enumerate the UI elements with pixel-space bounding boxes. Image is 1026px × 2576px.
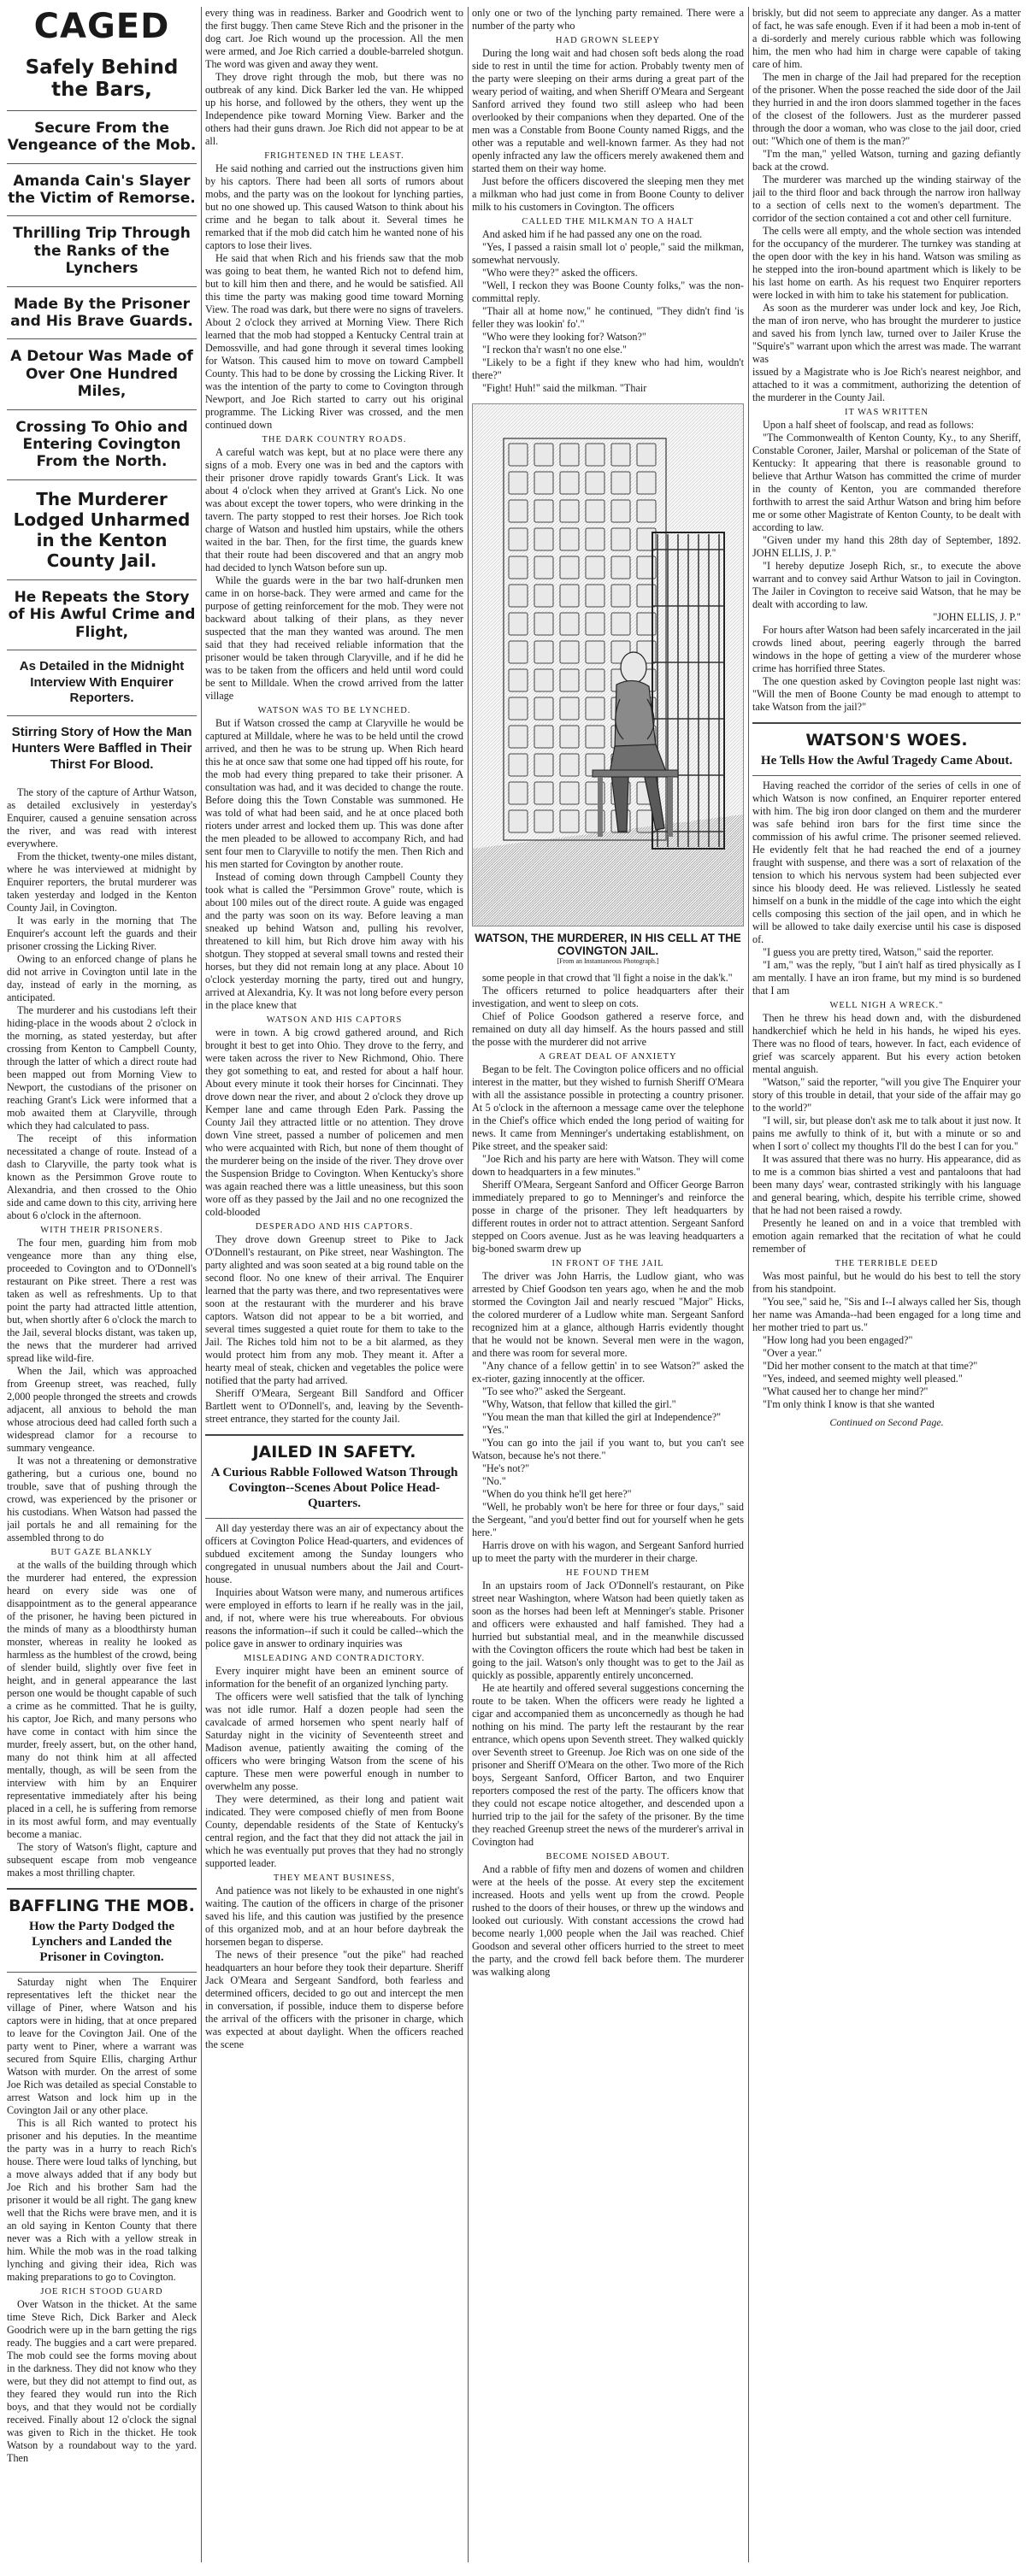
paragraph: briskly, but did not seem to appreciate any danger. As a matter of fact, he was safe enough. Even if it had been a mob in-tent of a di-sorderly and merely curious rabble which was following him, the men who had him in charge were capable of taking care of him. <box>752 7 1021 70</box>
paragraph: "JOHN ELLIS, J. P." <box>933 611 1021 623</box>
paragraph: It was not a threatening or demonstrative gathering, but a curious one, bound no trouble, save that of pushing through the crowd, was experienced by the prisoner or his custodians. When Watson had passed the jail portals he and all remaining for the assembled throng to do <box>7 1455 197 1544</box>
paragraph: Presently he leaned on and in a voice that trembled with emotion again remarked that the recitation of what he could remember of <box>752 1217 1021 1255</box>
paragraph: at the walls of the building through which the murderer had entered, the expression heard on every side was one of disappointment as to the general appearance of the prisoner, he having been pictured in the minds of many as a bloodthirsty human monster, whereas in reality he looked as harmless as the humblest of the crowd, being of slender build, slightly over five feet in height, and in general appearance the last person one would be thought capable of such a crime as he committed. That he is guilty, his captor, Joe Rich, and many persons who have come in contact with him since the murder, freely assert, but, on the other hand, many do not think him at all affected mentally, though, as will be seen from the interview with him by an Enquirer representative immediately after his being placed in a cell, he is suffering from remorse in its most awful form, and may eventually become a maniac. <box>7 1559 197 1841</box>
paragraph: Began to be felt. The Covington police officers and no official interest in the matter, but they wished to furnish Sheriff O'Meara with all the assistance possible in protecting a country prisoner. At 5 o'clock in the afternoon a message came over the telephone in the Chief's office which ended the long period of waiting for news. It came from Menninger's undertaking establishment, on Pike street, and the speaker said: <box>472 1063 744 1152</box>
cell-wall-panel <box>534 697 553 720</box>
paragraph: Saturday night when The Enquirer representatives left the thicket near the village of Piner, where Watson and his captors were in hiding, that at once prepared to leave for the Covington Jail. One of the party went to Piner, where a warrant was secured from Squire Ellis, charging Arthur Watson with murder. On the arrest of some Joe Rich was detailed as special Constable to arrest Watson and lock him up in the Covington Jail or any other place. <box>7 1976 197 2117</box>
paragraph: "I am," was the reply, "but I ain't half as tired physically as I am mentally. I have an iron frame, but my mind is so burdened that I am <box>752 959 1021 997</box>
paragraph: "Yes, indeed, and seemed mighty well pleased." <box>763 1373 963 1385</box>
cell-wall-panel <box>534 444 553 466</box>
subhead: MISLEADING AND CONTRADICTORY. <box>243 1654 426 1663</box>
cell-wall-panel <box>560 472 579 494</box>
paragraph: The officers returned to police headquarters after their investigation, and went to sleep on cots. <box>472 985 744 1009</box>
paragraph: "Over a year." <box>763 1347 823 1359</box>
section-deck: How the Party Dodged the Lynchers and Landed the Prisoner in Covington. <box>7 1915 197 1973</box>
paragraph: "Thair all at home now," he continued, "They didn't find 'is feller they was lookin' fo'." <box>472 305 744 330</box>
paragraph: In an upstairs room of Jack O'Donnell's restaurant, on Pike street near Washington, where Watson had been quietly taken as soon as the horses had been left at Menninger's stable. Prisoner and officers were exhausted and half famished. They had a hurried but substantial meal, and in the meanwhile discussed with the Covington officers the route which had best be taken in going to the jail. Watson's only thought was to get to the Jail as quickly as possible, apparently entirely unconcerned. <box>472 1579 744 1681</box>
cell-wall-panel <box>586 556 604 579</box>
paragraph: Inquiries about Watson were many, and numerous artifices were employed in efforts to learn if he really was in the jail, and, if not, where were his true whereabouts. For obvious reasons the information--if such it could be called--which the police gave in answer to ordinary inquiries was <box>205 1586 463 1650</box>
paragraph: "I guess you are pretty tired, Watson," said the reporter. <box>763 946 994 958</box>
paragraph: Every inquirer might have been an eminent source of information for the benefit of an organized lynching party. <box>205 1665 463 1690</box>
paragraph: were in town. A big crowd gathered around, and Rich brought it best to get into Ohio. They drove to the ferry, and were taken across the river to New Richmond, Ohio. There they got something to eat, and rested for about a half hour. About every minute it took their horses for Cincinnati. They drove down near the river, and about 2 o'clock they drove up Kemper lane and came through Eden Park. Passing the County Jail they attracted little or no attention. They drove down Vine street, passed a number of policemen and men who were acquainted with Rich, but none of them thought of the murderer being on the inside of the river. They drove over the Suspension Bridge to Covington. When Kentucky's shore was again reached there was a little uneasiness, but this soon wore off as they passed by the Jail and no one recognized the cold-blooded <box>205 1026 463 1218</box>
cell-wall-panel <box>586 613 604 635</box>
paragraph: And asked him if he had passed any one on the road. <box>482 228 703 240</box>
section-headline: WATSON'S WOES. <box>752 722 1021 750</box>
headline-deck: Stirring Story of How the Man Hunters Were Baffled in Their Thirst For Blood. <box>11 725 192 772</box>
subhead: CALLED THE MILKMAN TO A HALT <box>522 217 694 226</box>
paragraph: "I'm the man," yelled Watson, turning and gazing defiantly back at the crowd. <box>752 148 1021 173</box>
cell-wall-panel <box>534 782 553 804</box>
cell-wall-panel <box>560 556 579 579</box>
paragraph: Upon a half sheet of foolscap, and read as follows: <box>763 419 975 431</box>
cell-wall-panel <box>509 585 528 607</box>
cell-wall-panel <box>560 613 579 635</box>
subhead: HAD GROWN SLEEPY <box>555 36 661 45</box>
paragraph: "I reckon tha'r wasn't no one else." <box>482 344 628 356</box>
subhead: WATSON WAS TO BE LYNCHED. <box>257 706 411 715</box>
subhead: JOE RICH STOOD GUARD <box>40 2287 163 2297</box>
paragraph: They drove down Greenup street to Pike to Jack O'Donnell's restaurant, on Pike street, near Washington. The party alighted and was soon seated at a big round table on the second floor. No one knew of their arrival. The Enquirer learned that the party was there, and two representatives were soon at the restaurant with the murderer and his brave captors. Watson did not appear to be a bit worried, and several times suggested a quiet route for them to take to the Jail. The Riches told him not to be a bit alarmed, as they would protect him from any mob. They meant it. After a hearty meal of steak, chicken and vegetables the police were notified that the party had arrived. <box>205 1233 463 1386</box>
cell-wall-panel <box>534 754 553 776</box>
subhead: THE TERRIBLE DEED <box>834 1259 939 1268</box>
paragraph: And patience was not likely to be exhausted in one night's waiting. The caution of the officers in charge of the prisoner saved his life, and this caution was justified by the presence of this organized mob, and at an hour before daybreak the horsemen began to disperse. <box>205 1885 463 1948</box>
paragraph: "The Commonwealth of Kenton County, Ky., to any Sheriff, Constable Coroner, Jailer, Marshal or policeman of the State of Kentucky: It appearing that there is reasonable ground to believe that Arthur Watson has committed the crime of murder in the county of Kenton, you are commanded therefore forthwith to arrest the said Arthur Watson and bring him before me or some other Magistrate of Kenton County, to be dealt with according to law. <box>752 432 1021 533</box>
paragraph: "Who were they looking for? Watson?" <box>482 331 646 343</box>
cell-wall-panel <box>586 472 604 494</box>
subhead: IN FRONT OF THE JAIL <box>551 1259 664 1268</box>
cell-wall-panel <box>534 810 553 832</box>
headline-deck: Thrilling Trip Through the Ranks of the Lynchers <box>7 216 197 286</box>
cell-wall-panel <box>637 500 656 522</box>
paragraph: The officers were well satisfied that the talk of lynching was not idle rumor. Half a dozen people had seen the cavalcade of armed horsemen who spent nearly half of Saturday night in the vicinity of Seventeenth street and Madison avenue, patiently awaiting the coming of the officers who were bringing Watson from the scene of his capture. These men were powerful enough in number to overwhelm any posse. <box>205 1691 463 1792</box>
paragraph: Having reached the corridor of the series of cells in one of which Watson is now confined, an Enquirer reporter entered with him. The big iron door clanged on them and the murderer was safe behind iron bars for the first time since the commission of his awful crime. The prisoner seemed relieved. He evidently felt that he had reached the end of a journey fraught with suspense, and there was a sort of relaxation of the tension to which his nervous system had been subjected ever since his bloody deed. He was relieved. Listlessly he seated himself on a bunk in the middle of the cage into which the eight cells composing this section of the jail open, and in which he will be allowed to take daily exercise until his case is disposed of. <box>752 779 1021 945</box>
paragraph: He ate heartily and offered several suggestions concerning the route to be taken. When the officers were ready he lighted a cigar and accompanied them as unconcernedly as though he had nothing on his mind. The party left the restaurant by the rear entrance, which opens upon Seventh street. They walked quickly over Seventh street to Greenup. Joe Rich was on one side of the prisoner and Sheriff O'Meara on the other. Two more of the Rich boys, Sergeant Sanford, Officer Barton, and two Enquirer reporters composed the rest of the party. The officers know that they could not escape notice altogether, and descended upon a hurried trip to the jail for the safety of the prisoner. By the time they reached Greenup street the news of the murderer's arrival in Covington had <box>472 1682 744 1848</box>
paragraph: Instead of coming down through Campbell County they took what is called the "Persimmon Grove" route, which is about 100 miles out of the direct route. A guide was engaged and the party was soon on its way. Before leaving a man sneaked up behind Watson and, pulling his revolver, threatened to kill him, but Rich drove him away with his shotgun. They stopped at several small towns and rested their horses, but they did not remain long at any place. About 10 o'clock yesterday morning the party, tired out and hungry, arrived at Alexandria, Ky. It was not long before every person in the place knew that <box>205 871 463 1011</box>
headline-deck: Made By the Prisoner and His Brave Guards. <box>7 287 197 340</box>
cell-wall-panel <box>611 556 630 579</box>
cell-wall-panel <box>509 556 528 579</box>
paragraph: "Did her mother consent to the match at that time?" <box>763 1360 978 1372</box>
paragraph: A careful watch was kept, but at no place were there any signs of a mob. Every one was in bed and the captors with their prisoner drove rapidly towards Grant's Lick. It was about 4 o'clock when they arrived at Grant's Lick. No one was about except the tower topers, who were drinking in the tavern. The party stopped to rest their horses. Joe Rich took charge of Watson and hustled him upstairs, while the others waited in the bar. Then, for the first time, the guards knew that their route had been discovered and that an angry mob had decided to lynch Watson before sun up. <box>205 446 463 573</box>
cell-wall-panel <box>611 528 630 550</box>
cell-wall-panel <box>586 444 604 466</box>
subhead: THEY MEANT BUSINESS, <box>273 1873 396 1883</box>
paragraph: The story of Watson's flight, capture and subsequent escape from mob vengeance makes a most thrilling chapter. <box>7 1841 197 1879</box>
cell-wall-panel <box>534 726 553 748</box>
paragraph: When the Jail, which was approached from Greenup street, was reached, fully 2,000 people thronged the streets and crowds adjacent, all anxious to behold the man whose atrocious deed had called forth such a widespread clamor for a recourse to summary vengeance. <box>7 1365 197 1455</box>
paragraph: Over Watson in the thicket. At the same time Steve Rich, Dick Barker and Aleck Goodrich were up in the barn getting the rigs ready. The buggies and a cart were prepared. The mob could see the forms moving about in the darkness. They did not know who they were, but they did not attempt to find out, as they feared they would run into the Rich boys, and that they would not be cordially received. Finally about 12 o'clock the signal was given to Rich in the thicket. He took Watson by a roundabout way to the yard. Then <box>7 2298 197 2465</box>
subhead: IT WAS WRITTEN <box>845 408 929 417</box>
paragraph: All day yesterday there was an air of expectancy about the officers at Covington Police Head-quarters, and evidences of subdued excitement among the Sunday loungers who congregated in unusual numbers about the Jail and Court-house. <box>205 1522 463 1585</box>
cell-wall-panel <box>534 641 553 663</box>
cell-wall-panel <box>509 782 528 804</box>
paragraph: The four men, guarding him from mob vengeance more than any thing else, proceeded to Covington and to O'Donnell's restaurant on Pike street. There a rest was taken as well as refreshments. Up to that point the party had attracted little attention, but, when shortly after 6 o'clock the march to the Jail, several blocks distant, was taken up, the news that the murderer had arrived spread like wild-fire. <box>7 1237 197 1365</box>
cell-wall-panel <box>611 585 630 607</box>
cell-wall-panel <box>586 669 604 691</box>
cell-wall-panel <box>509 641 528 663</box>
cell-wall-panel <box>509 810 528 832</box>
cell-wall-panel <box>560 641 579 663</box>
paragraph: Was most painful, but he would do his best to tell the story from his standpoint. <box>752 1270 1021 1295</box>
paragraph: "Well, I reckon they was Boone County folks," was the non-committal reply. <box>472 279 744 304</box>
paragraph: The driver was John Harris, the Ludlow giant, who was arrested by Chief Goodson ten years ago, when he and the mob stormed the Covington Jail and nearly rescued "Major" Hicks, the colored murderer of a Ludlow white man. Sergeant Sanford recognized him at a glance, although Harris evidently thought that he would not be known. Several men were in the wagon, and there was room for several more. <box>472 1270 744 1359</box>
cell-wall-panel <box>509 472 528 494</box>
paragraph: From the thicket, twenty-one miles distant, where he was interviewed at midnight by Enquirer reporters, the brutal murderer was taken yesterday and lodged in the Kenton County Jail, in Covington. <box>7 850 197 915</box>
cell-wall-panel <box>637 444 656 466</box>
paragraph: "Yes, I passed a raisin small lot o' people," said the milkman, somewhat nervously. <box>472 241 744 266</box>
jail-cell-illustration <box>472 403 744 926</box>
headline-deck: Amanda Cain's Slayer the Victim of Remorse. <box>7 164 197 217</box>
continued-note: Continued on Second Page. <box>829 1416 944 1428</box>
paragraph: The one question asked by Covington people last night was: "Will the men of Boone County be mad enough to attempt to take Watson from the jail?" <box>752 675 1021 713</box>
paragraph: And a rabble of fifty men and dozens of women and children were at the heels of the posse. At every step the excitement increased. Hoots and yells went up from the crowd. People rushed to the doors of their houses, or threw up the windows and looked out curiously. With constant accessions the crowd had become nearly 1,000 people when the Jail was reached. Chief Goodson and several other officers hurried to the street to meet the party, and the crowd fell back before them. The murderer was walking along <box>472 1863 744 1978</box>
paragraph: "What caused her to change her mind?" <box>763 1385 929 1397</box>
paragraph: "You mean the man that killed the girl at Independence?" <box>482 1411 722 1423</box>
paragraph: "Why, Watson, that fellow that killed the girl." <box>482 1398 676 1410</box>
paragraph: This is all Rich wanted to protect his prisoner and his deputies. In the meantime the party was in a hurry to reach Rich's house. There were loud talks of lynching, but a move always added that if any body but Joe Rich and his brother Sam had the prisoner it would be all right. The gang knew well that the Richs were brave men, and it is an old saying in Kenton County that there never was a Rich with a yellow streak in him. While the mob was in the road talking lynching and giving their idea, Rich was making preparations to go to Covington. <box>7 2117 197 2284</box>
column-1 <box>7 7 197 2567</box>
cell-wall-panel <box>534 613 553 635</box>
cell-wall-panel <box>534 556 553 579</box>
cell-wall-panel <box>509 726 528 748</box>
cell-wall-panel <box>534 528 553 550</box>
cell-wall-panel <box>611 472 630 494</box>
cell-wall-panel <box>509 444 528 466</box>
subhead: BUT GAZE BLANKLY <box>50 1548 153 1558</box>
paragraph: Harris drove on with his wagon, and Sergeant Sanford hurried up to meet the party with the murderer in their charge. <box>472 1539 744 1564</box>
paragraph: It was early in the morning that The Enquirer's account left the guards and their prisoner crossing the Licking River. <box>7 915 197 953</box>
figure-credit: [From an Instantaneous Photograph.] <box>557 957 659 965</box>
cell-wall-panel <box>560 669 579 691</box>
cell-wall-panel <box>611 500 630 522</box>
cell-wall-panel <box>586 641 604 663</box>
paragraph: "Watson," said the reporter, "will you give The Enquirer your story of this trouble in detail, that your side of the affair may go to the world?" <box>752 1076 1021 1114</box>
column-3 <box>472 7 744 2567</box>
column-rule <box>748 7 749 2562</box>
paragraph: Sheriff O'Meara, Sergeant Bill Sandford and Officer Bartlett went to O'Donnell's, and, leaving by the Seventh-street entrance, they started for the county Jail. <box>205 1387 463 1425</box>
cell-wall-panel <box>509 697 528 720</box>
cell-wall-panel <box>560 500 579 522</box>
paragraph: "No." <box>482 1475 506 1487</box>
paragraph: "When do you think he'll get here?" <box>482 1488 632 1500</box>
paragraph: The news of their presence "out the pike" had reached headquarters an hour before they took their departure. Sheriff Jack O'Meara and Sergeant Sandford, both fearless and determined officers, decided to go out and intercept the men in conversation, if possible, induce them to disperse before the arrival of the officers with the prisoner in charge, which was expected at about daylight. When the officers reached the scene <box>205 1949 463 2050</box>
subhead: WELL NIGH A WRECK." <box>829 1001 944 1010</box>
paragraph: But if Watson crossed the camp at Claryville he would be captured at Milldale, where he was to be held until the crowd arrived, and then he was to be strung up. When Rich heard this he at once saw that some one had tipped off his route, for the mob had every thing prepared to take their prisoner. A consultation was had, and it was decided to change the route. Before doing this the Town Constable was summoned. He was told of what had been said, and he at once placed both rioters under arrest and locked them up. This was done after the men pleaded to be allowed to accompany Rich, and had sent four men to Claryville to notify the men. Then Rich and his men started for Covington by another route. <box>205 717 463 870</box>
column-2 <box>205 7 463 2567</box>
paragraph: "Joe Rich and his party are here with Watson. They will come down to headquarters in a few minutes." <box>472 1153 744 1178</box>
subhead: WATSON AND HIS CAPTORS <box>266 1015 403 1025</box>
headline-kicker: CAGED <box>33 7 170 46</box>
subhead: HE FOUND THEM <box>566 1568 650 1578</box>
paragraph: "You see," said he, "Sis and I--I always called her Sis, though her name was Amanda--had been engaged for a long time and her mother tried to part us." <box>752 1296 1021 1333</box>
headline-deck: The Murderer Lodged Unharmed in the Kenton County Jail. <box>7 480 197 580</box>
paragraph: It was assured that there was no hurry. His appearance, did as to me is a common bias shirted a vest and pantaloons that had been many days' wear, contrasted strikingly with his language and general bearing, which, despite his terrible crime, showed that he had not been raised a rowdy. <box>752 1153 1021 1216</box>
paragraph: every thing was in readiness. Barker and Goodrich went to the first buggy. Then came Steve Rich and the prisoner in the dog cart. Joe Rich wound up the procession. All the men were armed, and Joe Rich carried a double-barreled shotgun. The word was given and away they went. <box>205 7 463 70</box>
paragraph: "To see who?" asked the Sergeant. <box>482 1385 626 1397</box>
cell-wall-panel <box>560 528 579 550</box>
headline-deck: A Detour Was Made of Over One Hundred Miles, <box>7 339 197 409</box>
column-rule <box>201 7 202 2562</box>
figure-caption: WATSON, THE MURDERER, IN HIS CELL AT THE COVINGTON JAIL. <box>475 932 741 957</box>
cell-wall-panel <box>509 669 528 691</box>
subhead: A GREAT DEAL OF ANXIETY <box>539 1052 677 1062</box>
paragraph: "Well, he probably won't be here for three or four days," said the Sergeant, "and you'd better find out for yourself when he gets here." <box>472 1501 744 1538</box>
paragraph: "I hereby deputize Joseph Rich, sr., to execute the above warrant and to convey said Arthur Watson to jail in Covington. The Jailer in Covington to receive said Watson, that he may be dealt with according to law. <box>752 560 1021 610</box>
paragraph: "He's not?" <box>482 1462 530 1474</box>
paragraph: The murderer was marched up the winding stairway of the jail to the third floor and back through the narrow iron hallway to a section of cells next to the women's department. The corridor of the section contained a cot and other cell furniture. <box>752 173 1021 224</box>
paragraph: The receipt of this information necessitated a change of route. Instead of a dash to Claryville, the party took what is known as the Persimmon Grove route to Alexandria, and then crossed to the Ohio side and came down to this city, arriving here about 6 o'clock in the afternoon. <box>7 1132 197 1222</box>
paragraph: "Likely to be a fight if they knew who had him, wouldn't there?" <box>472 356 744 381</box>
subhead: FRIGHTENED IN THE LEAST. <box>264 151 404 161</box>
cell-wall-panel <box>586 726 604 748</box>
headline-deck: Secure From the Vengeance of the Mob. <box>7 111 197 164</box>
paragraph: only one or two of the lynching party remained. There were a number of the party who <box>472 7 744 32</box>
cell-wall-panel <box>586 500 604 522</box>
cell-wall-panel <box>560 726 579 748</box>
paragraph: The men in charge of the Jail had prepared for the reception of the prisoner. When the posse reached the side door of the Jail they hurried in and the iron doors slammed together in the faces of the closest of the followers. Just as the murderer passed through the door a woman, who was close to the jail door, cried out: "Which one of them is the man?" <box>752 71 1021 147</box>
cell-wall-panel <box>509 528 528 550</box>
paragraph: They were determined, as their long and patient wait indicated. They were composed chiefly of men from Boone County, dependable residents of the State of Kentucky's central region, and the fact that they did not attack the jail in which he was eventually put proves that they had no strongly supported leader. <box>205 1793 463 1869</box>
cell-wall-panel <box>534 500 553 522</box>
cell-wall-panel <box>560 585 579 607</box>
paragraph: As soon as the murderer was under lock and key, Joe Rich, the man of iron nerve, who has brought the murderer to justice and saved his from lynch law, turned over to Jailer Kruse the "Squire's" warrant upon which the arrest was made. The warrant was <box>752 302 1021 365</box>
paragraph: He said that when Rich and his friends saw that the mob was going to beat them, he wanted Rich not to defend him, but to kill him then and there, and he would be satisfied. All this time the party was making good time toward Morning View. The road was dark, but there were no signs of travelers. About 2 o'clock they arrived at Morning View. There Rich learned that the mob had stopped a Kentucky Central train at Demossville, and had gone through it several times looking for Watson. This caused him to move on toward Campbell County. This had to be done by crossing the Licking River. It was the intention of the party to come to Covington through Newport, and Joe Rich started to carry out his original programme. The Licking River was crossed, and the men continued down <box>205 252 463 431</box>
subhead: WITH THEIR PRISONERS. <box>40 1226 163 1236</box>
paragraph: The cells were all empty, and the whole section was intended for the occupancy of the murderer. The turnkey was standing at the open door with the key in his hand. Watson was smiling as he stepped into the iron-bound apartment which is likely to be his last home on earth. As his request two Enquirer reporters were locked in with him to take his statement for publication. <box>752 225 1021 301</box>
paragraph: "Given under my hand this 28th day of September, 1892. JOHN ELLIS, J. P." <box>752 534 1021 559</box>
cell-wall-panel <box>534 669 553 691</box>
cell-engraving <box>473 404 743 926</box>
paragraph: Owing to an enforced change of plans he did not arrive in Covington until late in the day, instead of early in the morning, as anticipated. <box>7 953 197 1004</box>
paragraph: "Any chance of a fellow gettin' in to see Watson?" asked the ex-rioter, gazing innocently at the officer. <box>472 1360 744 1385</box>
paragraph: He said nothing and carried out the instructions given him by his captors. There had been all sorts of rumors about mobs, and the party was on the lookout for lynching parties, but no one showed up. This caused Watson to think about his crime and he began to talk about it. Several times he remarked that if the mob did catch him he wanted none of his captors to lose their lives. <box>205 162 463 251</box>
cell-wall-panel <box>534 585 553 607</box>
paragraph: While the guards were in the bar two half-drunken men came in on horse-back. They were armed and came for the purpose of getting reinforcement for the mob. They were not backward about talking of their plans, as they never suspected that the man they wanted was around. The men said that they had received reliable information that the prisoner would be taken through Claryville, and if he did he was to be taken from the officers and held until word could be sent to Milldale. When the crowd arrived from the latter village <box>205 574 463 702</box>
paragraph: "I'm only think I know is that she wanted <box>763 1398 935 1410</box>
cell-wall-panel <box>611 613 630 635</box>
paragraph: The story of the capture of Arthur Watson, as detailed exclusively in yesterday's Enquirer, caused a genuine sensation across the river, and was read with interest everywhere. <box>7 786 197 850</box>
paragraph: "Yes." <box>482 1424 509 1436</box>
section-headline: JAILED IN SAFETY. <box>205 1434 463 1461</box>
headline-deck: He Repeats the Story of His Awful Crime and Flight, <box>7 580 197 650</box>
cell-wall-panel <box>509 500 528 522</box>
paragraph: some people in that crowd that 'll fight a noise in the dak'k." <box>482 972 733 984</box>
cell-wall-panel <box>560 810 579 832</box>
paragraph: issued by a Magistrate who is Joe Rich's nearest neighbor, and attached to it was a commitment, authorizing the detention of the murderer in the County Jail. <box>752 366 1021 403</box>
paragraph: Just before the officers discovered the sleeping men they met a milkman who had just come in from Boone County to deliver milk to his customers in Covington. The officers <box>472 175 744 213</box>
paragraph: "Fight! Huh!" said the milkman. "Thair <box>482 382 647 394</box>
cell-wall-panel <box>560 782 579 804</box>
headline-deck: As Detailed in the Midnight Interview With Enquirer Reporters. <box>7 650 197 716</box>
paragraph: "I will, sir, but please don't ask me to talk about it just now. It pains me awfully to think of it, but with a minute or so and when I sort o' collect my thoughts I'll do the best I can for you." <box>752 1115 1021 1152</box>
headline-deck: Crossing To Ohio and Entering Covington From the North. <box>7 410 197 480</box>
cell-wall-panel <box>611 444 630 466</box>
section-deck: A Curious Rabble Followed Watson Through Covington--Scenes About Police Head-Quarters. <box>205 1461 463 1519</box>
headline-deck: Safely Behind the Bars, <box>7 48 197 111</box>
cell-wall-panel <box>509 754 528 776</box>
cell-wall-panel <box>560 754 579 776</box>
cell-wall-panel <box>586 697 604 720</box>
paragraph: Sheriff O'Meara, Sergeant Sanford and Officer George Barron immediately prepared to go to Menninger's and reinforce the posse in charge of the prisoner. They left headquarters by different routes in order not to attract attention. Sergeant Sanford stepped on Coors avenue. Just as he was leaving headquarters a big-boned swarm drew up <box>472 1179 744 1255</box>
subhead: BECOME NOISED ABOUT. <box>545 1852 670 1861</box>
cell-wall-panel <box>560 444 579 466</box>
section-headline: BAFFLING THE MOB. <box>7 1888 197 1915</box>
paragraph: "You can go into the jail if you want to, but you can't see Watson, because he's not there." <box>472 1437 744 1461</box>
paragraph: Chief of Police Goodson gathered a reserve force, and remained on duty all day himself. As the hours passed and still the posse with the murderer did not arrive <box>472 1010 744 1048</box>
paragraph: The murderer and his custodians left their hiding-place in the woods about 2 o'clock in the morning, as stated yesterday, but after crossing from Kenton to Campbell County, through the latter of which a direct route had been mapped out from Morning View to Newport, the custodians of the prisoner on reaching Grant's Lick were informed that a mob awaited them at Claryville, through which they had calculated to pass. <box>7 1004 197 1132</box>
section-deck: He Tells How the Awful Tragedy Came About. <box>752 750 1021 776</box>
paragraph: They drove right through the mob, but there was no outbreak of any kind. Dick Barker led the van. He whipped up his horse, and followed by the others, they went up the Independence pike toward Morning View. Barker and the others had their guns drawn. Joe Rich did not appear to be at all. <box>205 71 463 147</box>
cell-wall-panel <box>534 472 553 494</box>
paragraph: For hours after Watson had been safely incarcerated in the jail crowds lined about, peering eagerly through the barred windows in the hope of getting a view of the murderer whose crime has horrified three States. <box>752 624 1021 674</box>
cell-wall-panel <box>586 528 604 550</box>
paragraph: "Who were they?" asked the officers. <box>482 267 638 279</box>
cell-wall-panel <box>637 472 656 494</box>
cell-wall-panel <box>560 697 579 720</box>
cell-wall-panel <box>586 585 604 607</box>
column-rule <box>468 7 469 2562</box>
subhead: DESPERADO AND HIS CAPTORS. <box>255 1222 414 1232</box>
column-4 <box>752 7 1021 2567</box>
paragraph: During the long wait and had chosen soft beds along the road side to rest in until the time for action. Probably twenty men of the party were sleeping on their arms during a great part of the weary period of waiting, and when Sheriff O'Meara and Sergeant Sanford arrived they found two still asleep who had been overlooked by their companions when they departed. One of the men was a Constable from Boone County named Riggs, and the other was a reputable and well-known farmer. As they had not openly infracted any law the officers merely awakened them and started them on their way home. <box>472 47 744 174</box>
cell-wall-panel <box>509 613 528 635</box>
paragraph: Then he threw his head down and, with the disburdened handkerchief which he held in his hands, he wiped his eyes. There was no flood of tears, however. In fact, each evidence of grief was scarcely apparent. But his every action betoken mental anguish. <box>752 1012 1021 1075</box>
paragraph: "How long had you been engaged?" <box>763 1334 913 1346</box>
subhead: THE DARK COUNTRY ROADS. <box>262 435 407 444</box>
